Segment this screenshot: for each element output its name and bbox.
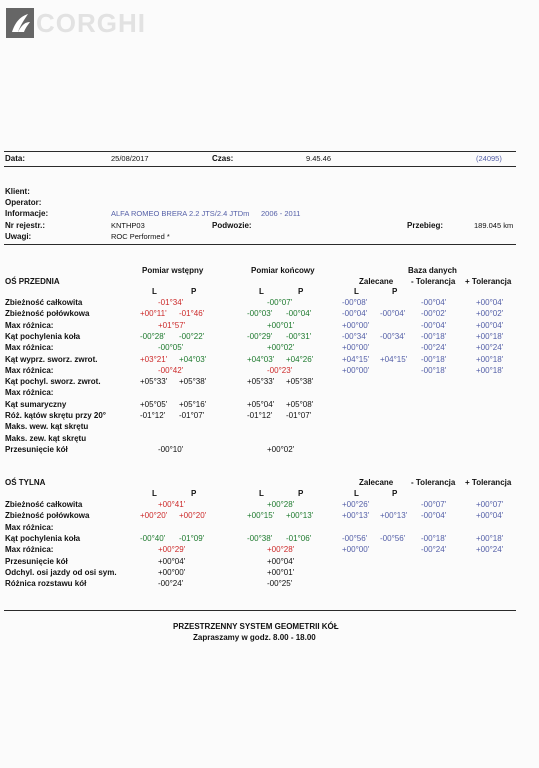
front-tol-plus-header: + Tolerancja [465, 277, 512, 286]
table-row [0, 568, 539, 578]
initial-value: -00°42' [158, 365, 184, 375]
przebieg-label: Przebieg: [407, 221, 444, 230]
front-initial-l: L [152, 287, 157, 296]
rear-final-l: L [259, 489, 264, 498]
table-row [0, 332, 539, 342]
rear-zalecane-p: P [392, 489, 398, 498]
row-label: Max różnica: [5, 343, 54, 353]
tolerance-plus-value: +00°04' [476, 511, 504, 521]
initial-value: +01°57' [158, 320, 186, 330]
final-left-value: -01°12' [247, 411, 273, 420]
front-initial-p: P [191, 287, 197, 296]
final-value: +00°04' [267, 556, 295, 566]
initial-right-value: +00°20' [179, 511, 207, 521]
initial-value: -00°24' [158, 579, 184, 589]
podwozie-label: Podwozie: [212, 221, 252, 230]
front-tol-minus-header: - Tolerancja [411, 277, 456, 286]
recommended-left-value: +00°00' [342, 343, 370, 353]
table-row [0, 422, 539, 432]
final-value: -00°23' [267, 365, 293, 375]
recommended-left-value: -00°56' [342, 533, 368, 543]
final-right-value: -01°07' [286, 411, 312, 420]
front-axle-title: OŚ PRZEDNIA [5, 277, 60, 286]
initial-value: -01°34' [158, 298, 184, 307]
rear-zalecane-header: Zalecane [359, 478, 394, 487]
corghi-logo [6, 8, 146, 40]
tolerance-minus-value: -00°07' [421, 500, 447, 509]
recommended-left-value: +00°00' [342, 365, 370, 375]
final-left-value: +04°03' [247, 354, 275, 364]
table-row [0, 321, 539, 331]
rear-final-p: P [298, 489, 304, 498]
tolerance-minus-value: -00°04' [421, 320, 447, 330]
table-row [0, 355, 539, 365]
final-right-value: -00°04' [286, 309, 312, 319]
front-final-p: P [298, 287, 304, 296]
recommended-left-value: -00°04' [342, 309, 368, 319]
final-value: +00°02' [267, 444, 295, 454]
header-bottom-rule [4, 166, 516, 167]
final-right-value: +00°13' [286, 511, 314, 521]
initial-right-value: -01°07' [179, 411, 205, 420]
final-right-value: -01°06' [286, 533, 312, 543]
row-label: Kąt wyprz. sworz. zwrot. [5, 354, 98, 364]
tolerance-plus-value: +00°02' [476, 309, 504, 319]
initial-left-value: -01°12' [140, 411, 166, 420]
row-label: Przesunięcie kół [5, 444, 68, 454]
final-left-value: -00°29' [247, 331, 273, 341]
recommended-left-value: +00°13' [342, 511, 370, 521]
recommended-right-value: -00°04' [380, 309, 406, 319]
initial-right-value: -01°46' [179, 309, 205, 319]
footer-rule [4, 610, 516, 611]
table-row [0, 434, 539, 444]
row-label: Zbieżność połówkowa [5, 511, 90, 521]
initial-left-value: +00°11' [140, 309, 167, 319]
final-left-value: -00°03' [247, 309, 273, 319]
recommended-left-value: +00°26' [342, 500, 370, 509]
corghi-emblem-icon [6, 8, 34, 38]
rear-initial-l: L [152, 489, 157, 498]
initial-right-value: +05°16' [179, 399, 207, 409]
initial-right-value: -01°09' [179, 533, 205, 543]
final-left-value: +05°04' [247, 399, 275, 409]
operator-label: Operator: [5, 198, 42, 207]
row-label: Kąt pochylenia koła [5, 533, 81, 543]
footer-line2: Zapraszamy w godz. 8.00 - 18.00 [193, 633, 316, 642]
footer-line1: PRZESTRZENNY SYSTEM GEOMETRII KÓŁ [173, 622, 339, 631]
recommended-right-value: +04°15' [380, 354, 408, 364]
front-baza-header: Baza danych [408, 266, 457, 275]
final-value: +00°28' [267, 545, 295, 555]
table-row [0, 511, 539, 521]
front-zalecane-header: Zalecane [359, 277, 394, 286]
rear-axle-title: OŚ TYLNA [5, 478, 46, 487]
row-label: Maks. wew. kąt skrętu [5, 422, 89, 432]
czas-label: Czas: [212, 154, 234, 163]
recommended-left-value: +00°00' [342, 545, 370, 555]
tolerance-plus-value: +00°24' [476, 545, 504, 555]
table-row [0, 411, 539, 421]
initial-value: +00°29' [158, 545, 186, 555]
tolerance-minus-value: -00°18' [421, 533, 447, 543]
tolerance-plus-value: +00°24' [476, 343, 504, 353]
final-value: +00°28' [267, 500, 295, 509]
row-label: Odchyl. osi jazdy od osi sym. [5, 567, 117, 577]
informacje-value: ALFA ROMEO BRERA 2.2 JTS/2.4 JTDm [111, 209, 250, 218]
rear-initial-p: P [191, 489, 197, 498]
data-value: 25/08/2017 [111, 154, 149, 163]
initial-left-value: +03°21' [140, 354, 168, 364]
table-row [0, 388, 539, 398]
row-label: Zbieżność połówkowa [5, 309, 90, 319]
final-value: +00°01' [267, 567, 295, 577]
klient-label: Klient: [5, 187, 30, 196]
row-label: Zbieżność całkowita [5, 500, 83, 509]
table-row [0, 298, 539, 308]
final-left-value: +00°15' [247, 511, 275, 521]
initial-left-value: +05°33' [140, 377, 168, 387]
nr-rejestr-value: KNTHP03 [111, 221, 145, 230]
table-row [0, 534, 539, 544]
final-value: -00°25' [267, 579, 293, 589]
tolerance-minus-value: -00°24' [421, 545, 447, 555]
tolerance-plus-value: +00°18' [476, 354, 504, 364]
front-final-header: Pomiar końcowy [251, 266, 315, 275]
tolerance-minus-value: -00°02' [421, 309, 447, 319]
initial-right-value: +05°38' [179, 377, 207, 387]
initial-value: +00°04' [158, 556, 186, 566]
tolerance-minus-value: -00°18' [421, 365, 447, 375]
row-label: Max różnica: [5, 522, 54, 532]
table-row [0, 377, 539, 387]
row-label: Kąt pochyl. sworz. zwrot. [5, 377, 101, 387]
final-value: +00°02' [267, 343, 295, 353]
recommended-right-value: -00°34' [380, 331, 406, 341]
table-row [0, 445, 539, 455]
row-label: Max różnica: [5, 365, 54, 375]
table-row [0, 309, 539, 319]
table-row [0, 545, 539, 555]
uwagi-label: Uwagi: [5, 232, 32, 241]
data-label: Data: [5, 154, 26, 163]
initial-right-value: +04°03' [179, 354, 207, 364]
initial-left-value: +00°20' [140, 511, 168, 521]
informacje-years: 2006 - 2011 [261, 209, 301, 218]
header-top-rule [4, 151, 516, 152]
front-zalecane-p: P [392, 287, 398, 296]
recommended-left-value: -00°08' [342, 298, 368, 307]
initial-left-value: -00°28' [140, 331, 166, 341]
initial-value: +00°00' [158, 567, 186, 577]
logo-text: CORGHI [36, 8, 146, 38]
tolerance-minus-value: -00°04' [421, 511, 447, 521]
final-right-value: +05°08' [286, 399, 314, 409]
row-label: Kąt pochylenia koła [5, 331, 81, 341]
uwagi-value: ROC Performed * [111, 232, 170, 241]
info-rule [4, 244, 516, 245]
front-zalecane-l: L [354, 287, 359, 296]
table-row [0, 500, 539, 510]
table-row [0, 523, 539, 533]
przebieg-value: 189.045 km [474, 221, 514, 230]
final-right-value: +04°26' [286, 354, 314, 364]
tolerance-plus-value: +00°18' [476, 533, 504, 543]
tolerance-plus-value: +00°04' [476, 298, 504, 307]
initial-left-value: -00°40' [140, 533, 166, 543]
tolerance-plus-value: +00°18' [476, 331, 504, 341]
final-value: +00°01' [267, 320, 295, 330]
final-left-value: +05°33' [247, 377, 275, 387]
rear-tol-plus-header: + Tolerancja [465, 478, 512, 487]
row-label: Maks. zew. kąt skrętu [5, 433, 87, 443]
row-label: Przesunięcie kół [5, 556, 68, 566]
row-label: Róż. kątów skrętu przy 20° [5, 411, 107, 420]
initial-left-value: +05°05' [140, 399, 168, 409]
tolerance-plus-value: +00°04' [476, 320, 504, 330]
tolerance-minus-value: -00°18' [421, 331, 447, 341]
initial-right-value: -00°22' [179, 331, 205, 341]
row-label: Zbieżność całkowita [5, 298, 83, 307]
final-left-value: -00°38' [247, 533, 273, 543]
tolerance-minus-value: -00°24' [421, 343, 447, 353]
recommended-left-value: +00°00' [342, 320, 370, 330]
initial-value: -00°10' [158, 444, 184, 454]
row-label: Różnica rozstawu kół [5, 579, 87, 589]
tolerance-minus-value: -00°04' [421, 298, 447, 307]
final-right-value: +05°38' [286, 377, 314, 387]
front-initial-header: Pomiar wstępny [142, 266, 204, 275]
table-row [0, 343, 539, 353]
rear-tol-minus-header: - Tolerancja [411, 478, 456, 487]
table-row [0, 400, 539, 410]
tolerance-minus-value: -00°18' [421, 354, 447, 364]
recommended-right-value: +00°13' [380, 511, 408, 521]
czas-value: 9.45.46 [306, 154, 332, 163]
front-final-l: L [259, 287, 264, 296]
initial-value: +00°41' [158, 500, 186, 509]
informacje-label: Informacje: [5, 209, 49, 218]
row-label: Max różnica: [5, 388, 54, 398]
recommended-right-value: -00°56' [380, 533, 406, 543]
initial-value: -00°05' [158, 343, 184, 353]
table-row [0, 557, 539, 567]
table-row [0, 366, 539, 376]
rear-zalecane-l: L [354, 489, 359, 498]
row-label: Max różnica: [5, 545, 54, 555]
nr-rejestr-label: Nr rejestr.: [5, 221, 46, 230]
final-right-value: -00°31' [286, 331, 312, 341]
tolerance-plus-value: +00°07' [476, 500, 504, 509]
recommended-left-value: +04°15' [342, 354, 370, 364]
tolerance-plus-value: +00°18' [476, 365, 504, 375]
row-label: Kąt sumaryczny [5, 399, 67, 409]
table-row [0, 579, 539, 589]
record-id: (24095) [476, 154, 502, 163]
recommended-left-value: -00°34' [342, 331, 368, 341]
final-value: -00°07' [267, 298, 293, 307]
row-label: Max różnica: [5, 320, 54, 330]
